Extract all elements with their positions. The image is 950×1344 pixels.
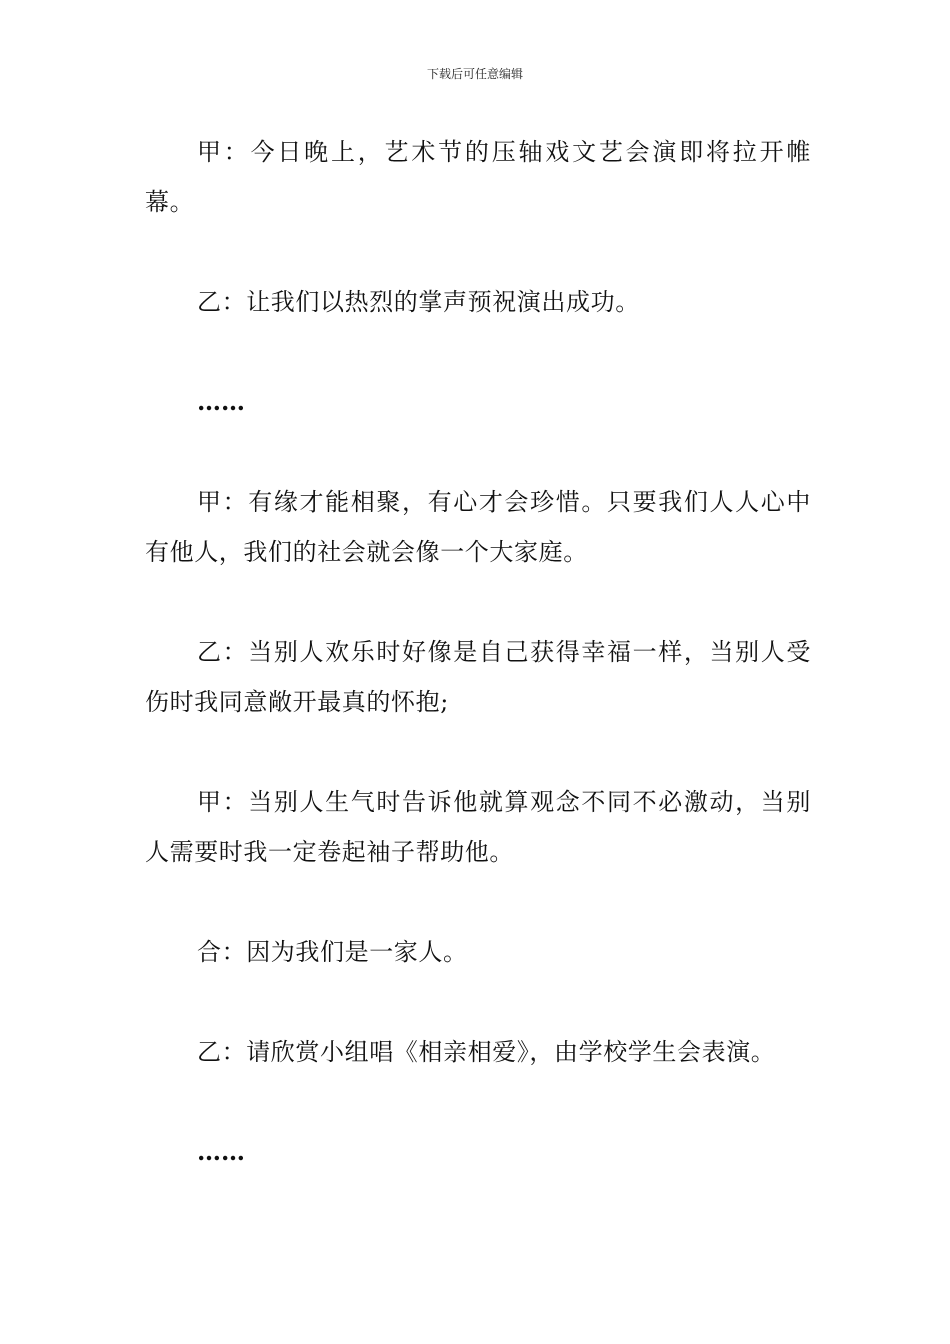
ellipsis-paragraph: …… [197, 1137, 245, 1166]
paragraph: 合：因为我们是一家人。 [197, 938, 468, 966]
page-header: 下载后可任意编辑 [426, 67, 523, 81]
paragraph: 乙：当别人欢乐时好像是自己获得幸福一样，当别人受伤时我同意敞开最真的怀抱; [145, 638, 811, 716]
paragraph: 甲：当别人生气时告诉他就算观念不同不必激动，当别人需要时我一定卷起袖子帮助他。 [145, 788, 811, 866]
paragraph: 乙：请欣赏小组唱《相亲相爱》，由学校学生会表演。 [197, 1038, 776, 1066]
document-body [145, 127, 811, 1177]
paragraph: 甲：今日晚上，艺术节的压轴戏文艺会演即将拉开帷幕。 [145, 138, 811, 216]
ellipsis-paragraph: …… [197, 387, 245, 416]
paragraph: 甲：有缘才能相聚，有心才会珍惜。只要我们人人心中有他人，我们的社会就会像一个大家庭。 [145, 488, 811, 566]
paragraph: 乙：让我们以热烈的掌声预祝演出成功。 [197, 288, 640, 316]
